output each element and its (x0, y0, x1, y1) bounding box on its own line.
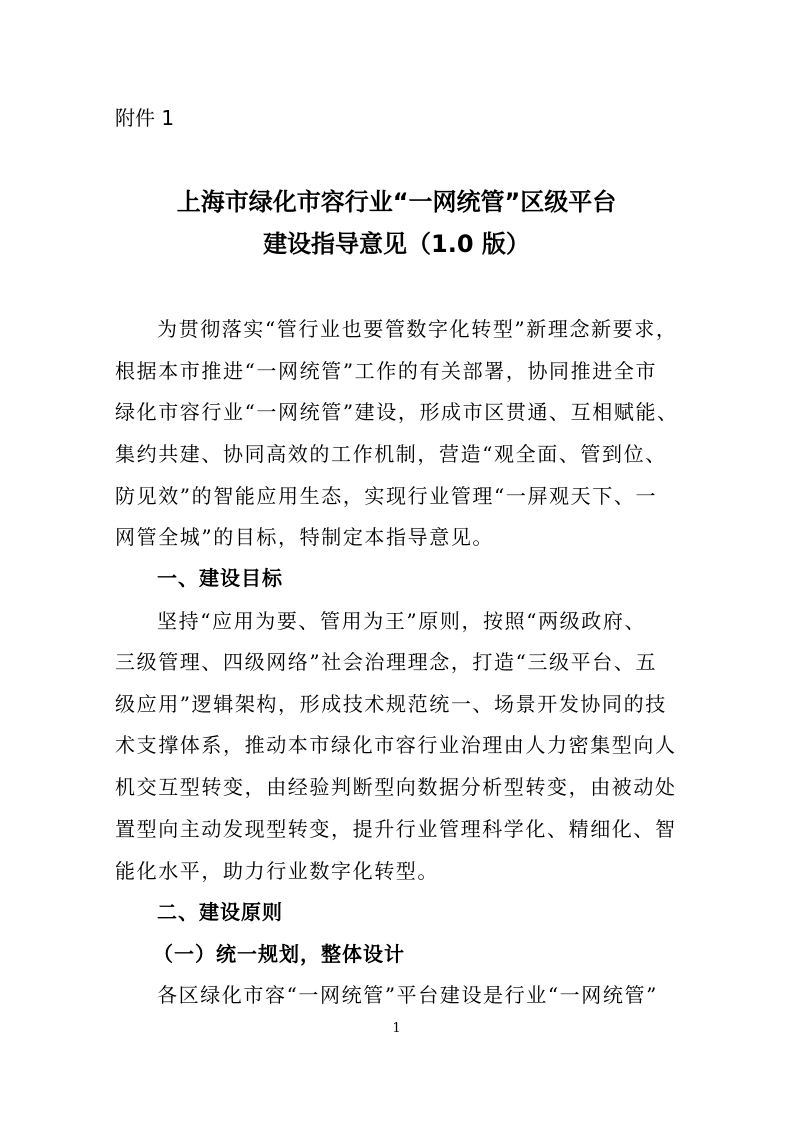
intro-line: 防见效”的智能应用生态，实现行业管理“一屏观天下、一 (115, 484, 658, 508)
section-heading-goals: 一、建设目标 (157, 566, 283, 590)
section1-line: 能化水平，助力行业数字化转型。 (115, 859, 439, 883)
section1-line: 置型向主动发现型转变，提升行业管理科学化、精细化、智 (115, 817, 677, 841)
section1-line: 机交互型转变，由经验判断型向数据分析型转变，由被动处 (115, 775, 677, 799)
intro-line: 根据本市推进“一网统管”工作的有关部署，协同推进全市 (115, 359, 658, 383)
subsection-heading: （一）统一规划，整体设计 (153, 942, 405, 966)
section1-line: 三级管理、四级网络”社会治理理念，打造“三级平台、五 (115, 650, 658, 674)
section1-line: 级应用”逻辑架构，形成技术规范统一、场景开发协同的技 (115, 692, 667, 716)
subsection1-line: 各区绿化市容“一网统管”平台建设是行业“一网统管” (157, 983, 658, 1007)
section1-line: 术支撑体系，推动本市绿化市容行业治理由人力密集型向人 (115, 733, 677, 757)
intro-line: 为贯彻落实“管行业也要管数字化转型”新理念新要求， (157, 317, 678, 341)
intro-line: 绿化市容行业“一网统管”建设，形成市区贯通、互相赋能、 (115, 400, 679, 424)
intro-line: 集约共建、协同高效的工作机制，营造“观全面、管到位、 (115, 442, 667, 466)
document-title-line-1: 上海市绿化市容行业“一网统管”区级平台 (176, 188, 617, 216)
page-number: 1 (392, 1021, 401, 1036)
intro-line: 网管全城”的目标，特制定本指导意见。 (115, 525, 495, 549)
annex-label: 附件 1 (115, 106, 175, 130)
section1-line: 坚持“应用为要、管用为王”原则，按照“两级政府、 (157, 609, 647, 633)
document-title-line-2: 建设指导意见（1.0 版） (263, 230, 530, 258)
section-heading-principles: 二、建设原则 (157, 900, 283, 924)
